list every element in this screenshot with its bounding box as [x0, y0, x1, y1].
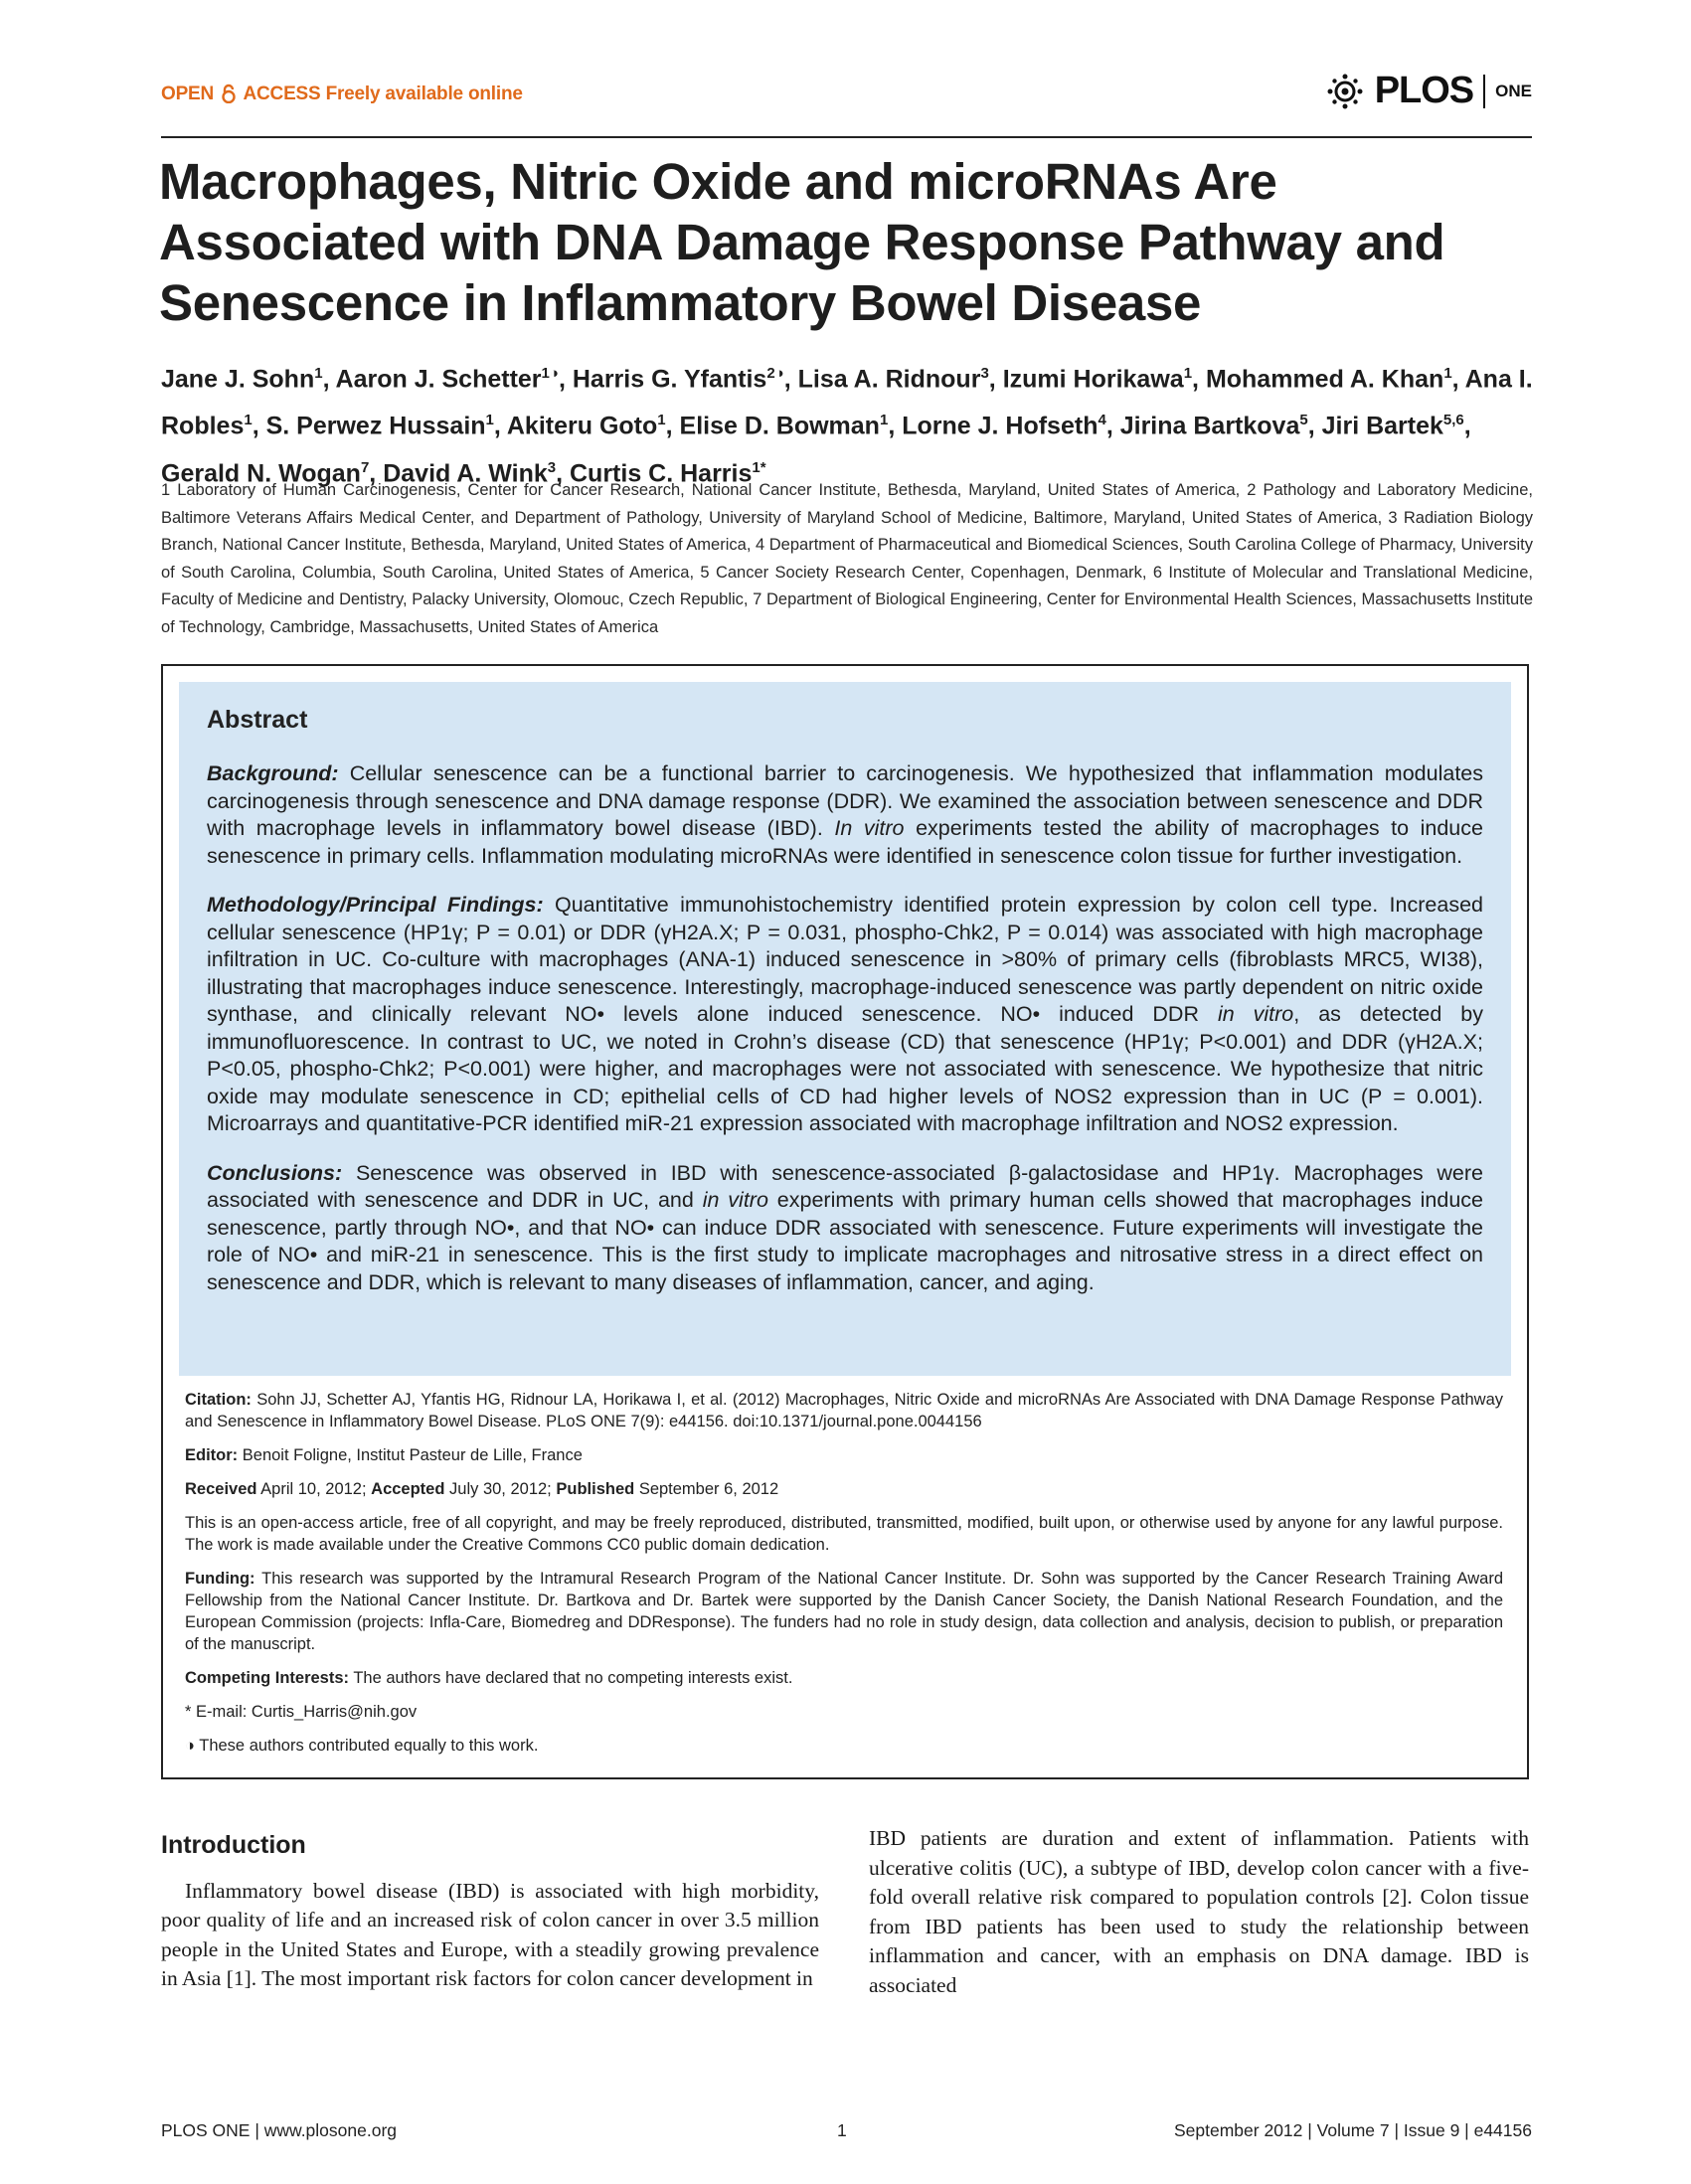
- open-access-label: ACCESS Freely available online: [243, 84, 523, 104]
- competing-label: Competing Interests:: [185, 1669, 350, 1687]
- author-affiliation-marker: 1: [314, 365, 323, 382]
- funding-label: Funding:: [185, 1570, 255, 1588]
- citation-label: Citation:: [185, 1391, 252, 1409]
- background-italic: In vitro: [834, 816, 905, 840]
- article-title: Macrophages, Nitric Oxide and microRNAs Are Associated with DNA Damage Response Pathway and Senescence in Inflammatory Bowel Disease: [159, 153, 1445, 331]
- page-header: [161, 70, 1532, 129]
- methods-label: Methodology/Principal Findings:: [207, 893, 544, 917]
- intro-right-column: [869, 1824, 1529, 2000]
- author-name: Jane J. Sohn: [161, 365, 315, 394]
- intro-paragraph-left: Inflammatory bowel disease (IBD) is associated with high morbidity, poor quality of life and an increased risk of colon cancer in over 3.5 million people in the United States and Europe, with a steadily growing prevalence in Asia [1]. The most important risk factors for colon cancer development in: [161, 1878, 819, 1990]
- open-access-word: OPEN: [161, 84, 215, 104]
- open-lock-icon: [221, 84, 237, 103]
- received-label: Received: [185, 1480, 257, 1498]
- methods-text-b: , as detected by immunofluorescence. In contrast to UC, we noted in Crohn’s disease (CD) that senescence (HP1γ; P<0.001) and DDR (γH2A.X; P<0.05, phospho-Chk2; P<0.001) were higher, and macrophages were not associated with senescence. We hypothesize that nitric oxide may modulate senescence in CD; epithelial cells of CD had higher levels of NOS2 expression than in UC (P = 0.001). Microarrays and quantitative-PCR identified miR-21 expression associated with macrophage infiltration and NOS2 expression.: [207, 1002, 1483, 1135]
- accepted-label: Accepted: [371, 1480, 445, 1498]
- footer-issue: September 2012 | Volume 7 | Issue 9 | e44156: [1174, 2120, 1532, 2140]
- plos-one-suffix: ONE: [1495, 81, 1532, 100]
- author-affiliation-marker: 1: [879, 412, 889, 429]
- logo-divider: [1483, 75, 1485, 108]
- introduction-heading: Introduction: [161, 1831, 306, 1859]
- author-affiliation-marker: 2◑: [766, 365, 784, 382]
- abstract-box: [179, 682, 1511, 1376]
- abstract-frame: [161, 664, 1529, 1779]
- author-affiliation-marker: 1: [1183, 365, 1193, 382]
- license-statement: This is an open-access article, free of all copyright, and may be freely reproduced, distributed, transmitted, modified, built upon, or otherwise used by anyone for any lawful purpose. The work is made available under the Creative Commons CC0 public domain dedication.: [185, 1514, 1503, 1554]
- author-affiliation-marker: 7: [360, 458, 370, 476]
- author-name: Mohammed A. Khan: [1205, 365, 1444, 394]
- author-affiliation-marker: 1: [657, 412, 666, 429]
- methods-italic: in vitro: [1217, 1002, 1294, 1026]
- author-name: Curtis C. Harris: [570, 458, 753, 487]
- author-name: Gerald N. Wogan: [161, 458, 361, 487]
- author-name: Jiri Bartek: [1321, 412, 1443, 440]
- author-affiliation-marker: 4: [1098, 412, 1106, 429]
- dates: [185, 1478, 1503, 1500]
- conclusions-italic: in vitro: [702, 1188, 768, 1212]
- author-name: Akiteru Goto: [506, 412, 658, 440]
- author-name: Lorne J. Hofseth: [902, 412, 1099, 440]
- journal-logo[interactable]: [1325, 70, 1532, 112]
- citation: [185, 1389, 1503, 1432]
- author-name: S. Perwez Hussain: [265, 412, 486, 440]
- competing-interests: [185, 1667, 1503, 1689]
- background-label: Background:: [207, 761, 339, 785]
- affiliations: 1 Laboratory of Human Carcinogenesis, Center for Cancer Research, National Cancer Institute, Bethesda, Maryland, United States of America, 2 Pathology and Laboratory Medicine, Baltimore Veterans Affairs Medical Center, and Department of Pathology, University of Maryland School of Medicine, Baltimore, Maryland, United States of America, 3 Radiation Biology Branch, National Cancer Institute, Bethesda, Maryland, United States of America, 4 Department of Pharmaceutical and Biomedical Sciences, South Carolina College of Pharmacy, University of South Carolina, Columbia, South Carolina, United States of America, 5 Cancer Society Research Center, Copenhagen, Denmark, 6 Institute of Molecular and Translational Medicine, Faculty of Medicine and Dentistry, Palacky University, Olomouc, Czech Republic, 7 Department of Biological Engineering, Center for Environmental Health Sciences, Massachusetts Institute of Technology, Cambridge, Massachusetts, United States of America: [161, 481, 1533, 636]
- intro-left-column: [161, 1831, 819, 1994]
- page-number: 1: [837, 2120, 847, 2140]
- conclusions-text-a: Senescence was observed in IBD with senescence-associated β-galactosidase and HP1γ. Macrophages were associated with senescence and DDR in UC, and: [207, 1160, 1484, 1212]
- editor: [185, 1444, 1503, 1466]
- abstract-heading: Abstract: [207, 706, 308, 734]
- abstract-methods: [207, 892, 1483, 1138]
- conclusions-label: Conclusions:: [207, 1160, 343, 1185]
- accepted-date: July 30, 2012;: [449, 1480, 552, 1498]
- editor-label: Editor:: [185, 1446, 239, 1464]
- published-label: Published: [556, 1480, 635, 1498]
- methods-text-a: Quantitative immunohistochemistry identified protein expression by colon cell type. Increased cellular senescence (HP1γ; P = 0.01) or DDR (γH2A.X; P = 0.031, phospho-Chk2, P = 0.014) was associated with high macrophage infiltration in UC. Co-culture with macrophages (ANA-1) induced senescence in >80% of primary cells (fibroblasts MRC5, WI38), illustrating that macrophages induce senescence. Interestingly, macrophage-induced senescence was partly dependent on nitric oxide synthase, and clinically relevant NO• levels alone induced senescence. NO• induced DDR: [207, 893, 1483, 1026]
- author-affiliation-marker: 3: [547, 458, 557, 476]
- abstract-background: [207, 760, 1483, 870]
- author-affiliation-marker: 1: [485, 412, 494, 429]
- author-affiliation-marker: 3: [980, 365, 989, 382]
- author-affiliation-marker: 5: [1299, 412, 1308, 429]
- author-affiliation-marker: 1*: [752, 458, 766, 476]
- published-date: September 6, 2012: [638, 1480, 779, 1498]
- background-text-a: Cellular senescence can be a functional barrier to carcinogenesis. We hypothesized that inflammation modulates carcinogenesis through senescence and DNA damage response (DDR). We examined the association between senescence and DDR with macrophage levels in inflammatory bowel disease (IBD).: [207, 761, 1483, 840]
- conclusions-text-b: experiments with primary human cells showed that macrophages induce senescence, partly through NO•, and that NO• can induce DDR associated with senescence. Future experiments will investigate the role of NO• and miR-21 in senescence. This is the first study to implicate macrophages and nitrosative stress in a direct effect on senescence and DDR, which is relevant to many diseases of inflammation, cancer, and aging.: [207, 1188, 1483, 1294]
- author-list: Jane J. Sohn$^1$, Aaron J. Schetter$^{1◑}$, Harris G. Yfantis$^{2◑}$, Lisa A. Ridnour$^3$, Izumi Horikawa$^1$, Mohammed A. Khan$^1$, Ana I. Robles$^1$, S. Perwez Hussain$^1$, Akiteru Goto$^1$, Elise D. Bowman$^1$, Lorne J. Hofseth$^4$, Jirina Bartkova$^5$, Jiri Bartek$^{5,6}$, Gerald N. Wogan$^7$, David A. Wink$^3$, Curtis C. Harris$^{1*}$: [161, 365, 1533, 487]
- equal-contribution-note: ◑ These authors contributed equally to this work.: [185, 1737, 539, 1755]
- abstract-conclusions: [207, 1160, 1483, 1297]
- article-metadata: [185, 1389, 1503, 1768]
- footer-journal[interactable]: PLOS ONE | www.plosone.org: [161, 2120, 398, 2140]
- header-rule: [161, 136, 1532, 138]
- author-affiliation-marker: 1: [1443, 365, 1452, 382]
- competing-text: The authors have declared that no competing interests exist.: [353, 1669, 793, 1687]
- author-name: Izumi Horikawa: [1002, 365, 1184, 394]
- author-affiliation-marker: 1◑: [541, 365, 559, 382]
- citation-text[interactable]: Sohn JJ, Schetter AJ, Yfantis HG, Ridnour LA, Horikawa I, et al. (2012) Macrophages, Nitric Oxide and microRNAs Are Associated with DNA Damage Response Pathway and Senescence in Inflammatory Bowel Disease. PLoS ONE 7(9): e44156. doi:10.1371/journal.pone.0044156: [185, 1391, 1503, 1430]
- author-name: Aaron J. Schetter: [335, 365, 542, 394]
- corresponding-email[interactable]: * E-mail: Curtis_Harris@nih.gov: [185, 1703, 418, 1721]
- plos-wordmark: PLOS: [1374, 70, 1474, 111]
- plos-logo-icon: [1325, 72, 1365, 111]
- author-name: David A. Wink: [383, 458, 548, 487]
- author-name: Jirina Bartkova: [1119, 412, 1300, 440]
- open-access-badge[interactable]: [161, 84, 523, 105]
- funding-text: This research was supported by the Intramural Research Program of the National Cancer Institute. Dr. Sohn was supported by the Cancer Research Training Award Fellowship from the National Cancer Institute. Dr. Bartkova and Dr. Bartek were supported by the Danish Cancer Society, the Danish National Research Foundation, and the European Commission (projects: Infla-Care, Biomedreg and DDResponse). The funders had no role in study design, data collection and analysis, decision to publish, or preparation of the manuscript.: [185, 1570, 1503, 1653]
- editor-text: Benoit Foligne, Institut Pasteur de Lille, France: [242, 1446, 583, 1464]
- author-affiliation-marker: 5,6: [1442, 412, 1464, 429]
- author-name: Harris G. Yfantis: [572, 365, 767, 394]
- author-name: Elise D. Bowman: [679, 412, 880, 440]
- funding: [185, 1568, 1503, 1655]
- author-affiliation-marker: 1: [244, 412, 253, 429]
- intro-paragraph-right: IBD patients are duration and extent of inflammation. Patients with ulcerative colitis (UC), a subtype of IBD, develop colon cancer with a five-fold overall relative risk compared to population controls [2]. Colon tissue from IBD patients has been used to study the relationship between inflammation and cancer, with an emphasis on DNA damage. IBD is associated: [869, 1826, 1529, 1997]
- received-date: April 10, 2012;: [260, 1480, 367, 1498]
- author-name: Lisa A. Ridnour: [797, 365, 981, 394]
- author-name: Ana I. Robles: [161, 365, 1533, 440]
- background-text-b: experiments tested the ability of macrophages to induce senescence in primary cells. Inflammation modulating microRNAs were identified in senescence colon tissue for further investigation.: [207, 816, 1483, 868]
